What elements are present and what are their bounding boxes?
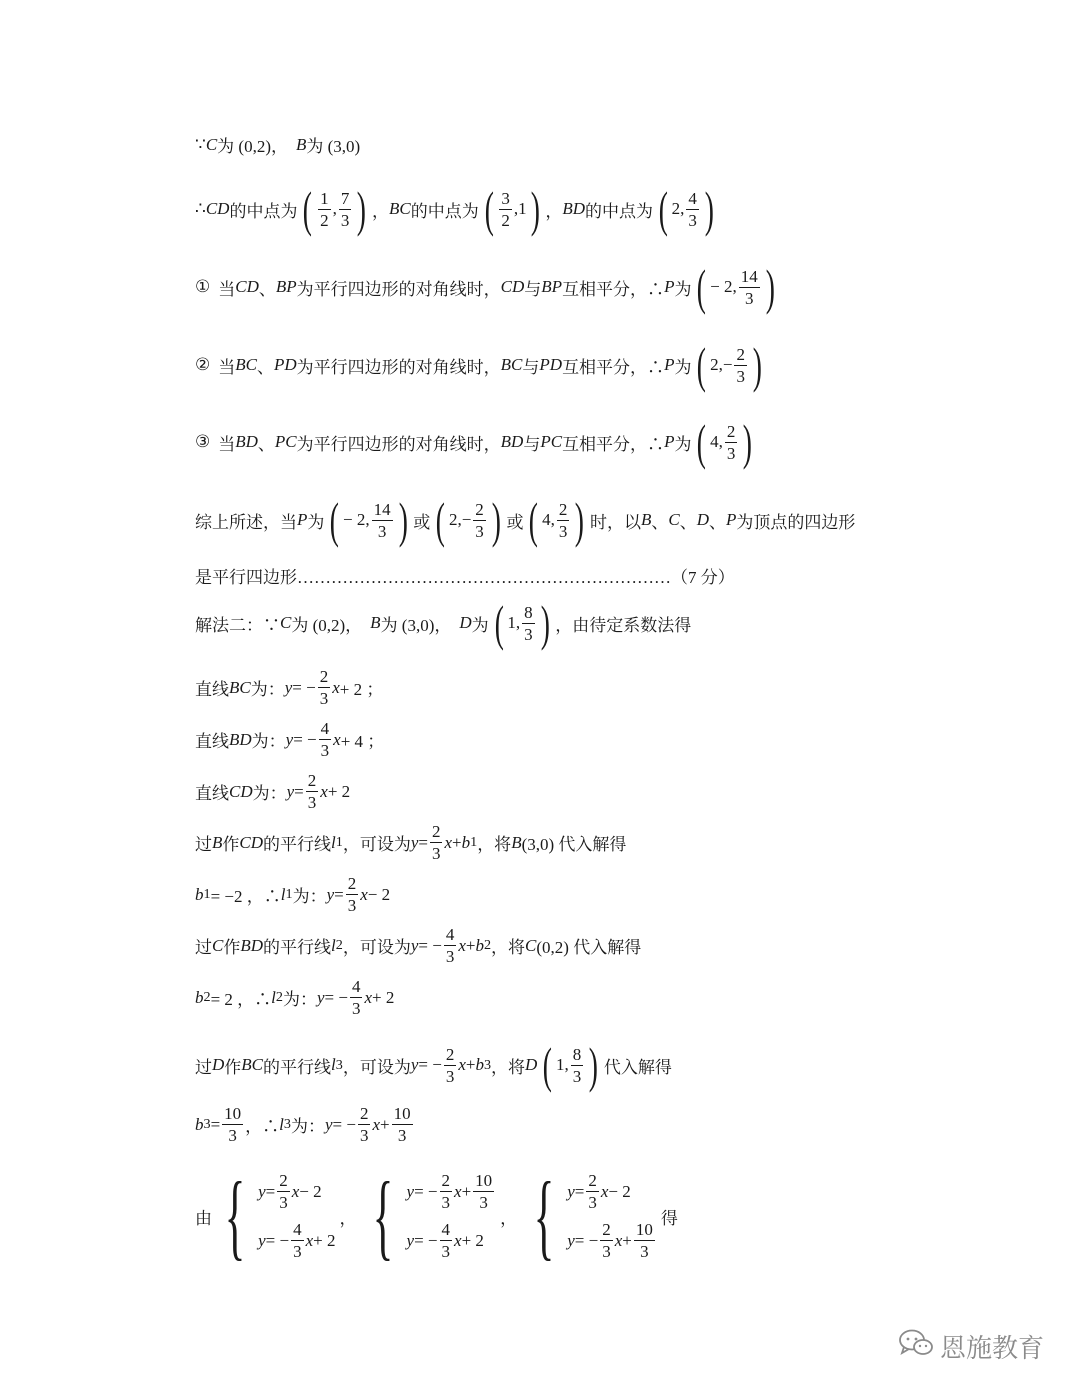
coordinate: ( − 2, $\frac{14}{3}$ ) bbox=[330, 492, 408, 548]
line-6: 综上所述，当 P 为 ( − 2, $\frac{14}{3}$ ) 或 ( 2,− $\frac{2}{3}$ ) 或 ( 4, $\frac{2}{3}$ ) 时，以 B 、 C 、 D 、 P 为顶点的四边形 bbox=[195, 492, 856, 548]
text: ， bbox=[372, 201, 390, 221]
watermark bbox=[898, 1328, 1044, 1365]
coordinate: ( $\frac{1}{2}$ , $\frac{7}{3}$ ) bbox=[303, 181, 367, 237]
line-10: 直线 BD 为： y = − $\frac{4}{3}$ x + 4 ； bbox=[195, 719, 385, 760]
fraction: $\frac{4}{3}$ bbox=[688, 188, 697, 230]
circled-number: ② bbox=[195, 355, 211, 374]
text: 为 (0,2)， bbox=[217, 137, 288, 156]
circled-number: ③ bbox=[195, 432, 211, 451]
circled-number: ① bbox=[195, 277, 211, 296]
coordinate: ( − 2, $\frac{14}{3}$ ) bbox=[697, 259, 775, 315]
line-15: b 2 = 2 ，∴ l 2 为： y = − $\frac{4}{3}$ x + 2 bbox=[195, 977, 395, 1018]
text: 的中点为 bbox=[410, 201, 479, 221]
var: BC bbox=[389, 199, 411, 218]
line-1 bbox=[195, 132, 360, 157]
fraction: $\frac{3}{2}$ bbox=[501, 188, 510, 230]
line-5: ③ 当 BD 、 PC 为平行四边形的对角线时， BD 与 PC 互相平分，∴ P 为 ( 4, $\frac{2}{3}$ ) bbox=[195, 417, 758, 467]
therefore-symbol: ∴ bbox=[195, 199, 206, 218]
coordinate: ( 2, $\frac{4}{3}$ ) bbox=[658, 181, 714, 237]
text: ， bbox=[545, 201, 563, 221]
fraction: $\frac{14}{3}$ bbox=[740, 266, 758, 308]
watermark-text: 恩施教育 bbox=[939, 1334, 1044, 1364]
fraction: $\frac{7}{3}$ bbox=[340, 188, 350, 230]
line-17: b 3 = $\frac{10}{3}$ ，∴ l 3 为： y = − $\frac{2}{3}$ x + $\frac{10}{3}$ bbox=[195, 1104, 411, 1145]
coordinate: ( 2,− $\frac{2}{3}$ ) bbox=[436, 492, 501, 548]
line-7 bbox=[195, 563, 735, 588]
line-16: 过 D 作 BC 的平行线 l 3 ，可设为 y = − $\frac{2}{3}$ x + b 3 ，将 D ( 1, $\frac{8}{3}$ ) 代入解得 bbox=[195, 1037, 672, 1093]
text: 得 bbox=[660, 1208, 678, 1228]
fraction: $\frac{2}{3}$ bbox=[736, 344, 745, 386]
text: 是平行四边形…………………………………………………………（7 分） bbox=[195, 568, 735, 587]
coordinate: ( 4, $\frac{2}{3}$ ) bbox=[697, 414, 753, 470]
coordinate: ( 1, $\frac{8}{3}$ ) bbox=[494, 595, 550, 651]
text: 为 (3,0) bbox=[306, 137, 361, 156]
coordinate: ( 4, $\frac{2}{3}$ ) bbox=[529, 492, 585, 548]
text: 由 bbox=[195, 1208, 212, 1228]
line-14: 过 C 作 BD 的平行线 l 2 ，可设为 y = − $\frac{4}{3}$ x + b 2 ，将 C (0,2) 代入解得 bbox=[195, 925, 642, 966]
fraction: $\frac{1}{2}$ bbox=[320, 188, 329, 230]
var: CD bbox=[205, 199, 230, 218]
line-11: 直线 CD 为： y = $\frac{2}{3}$ x + 2 bbox=[195, 771, 351, 812]
wechat-icon bbox=[898, 1328, 934, 1365]
line-9: 直线 BC 为： y = − $\frac{2}{3}$ x + 2 ； bbox=[195, 667, 384, 708]
line-2 bbox=[195, 181, 720, 237]
fraction: $\frac{2}{3}$ bbox=[726, 421, 736, 463]
line-8: 解法二：∵ C 为 (0,2)， B 为 (3,0)， D 为 ( 1, $\frac{8}{3}$ ) ，由待定系数法得 bbox=[195, 595, 692, 651]
var: C bbox=[205, 134, 218, 154]
line-3: ① 当 CD 、 BP 为平行四边形的对角线时， CD 与 BP 互相平分，∴ P 为 ( − 2, $\frac{14}{3}$ ) bbox=[195, 262, 780, 312]
coordinate: ( 1, $\frac{8}{3}$ ) bbox=[543, 1037, 599, 1093]
line-18: 由 { y = $\frac{2}{3}$ x − 2 y = − $\frac{4}{3}$ x + 2 ， { y = − $\frac{2}{3}$ x + $\frac{10}{3}$ y = − $\frac{4}{3}$ x + 2 ， { y = $\frac{2}{3}$ x − 2 y = − $\frac{2}{3}$ x + $\frac{10}{3}$ 得 bbox=[195, 1162, 678, 1269]
coordinate: ( 2,− $\frac{2}{3}$ ) bbox=[697, 337, 762, 393]
equation-system-1: { y = $\frac{2}{3}$ x − 2 y = − $\frac{4}{3}$ x + 2 bbox=[224, 1162, 336, 1269]
line-12: 过 B 作 CD 的平行线 l 1 ，可设为 y = $\frac{2}{3}$ x + b 1 ，将 B (3,0) 代入解得 bbox=[195, 822, 627, 863]
line-13: b 1 = −2 ，∴ l 1 为： y = $\frac{2}{3}$ x − 2 bbox=[195, 874, 391, 915]
text: 的中点为 bbox=[584, 201, 653, 221]
because-symbol: ∵ bbox=[195, 134, 206, 154]
line-4: ② 当 BC 、 PD 为平行四边形的对角线时， BC 与 PD 互相平分，∴ P 为 ( 2,− $\frac{2}{3}$ ) bbox=[195, 340, 768, 390]
text: 的中点为 bbox=[229, 201, 298, 221]
var: BD bbox=[562, 199, 585, 218]
equation-system-3: { y = $\frac{2}{3}$ x − 2 y = − $\frac{2}{3}$ x + $\frac{10}{3}$ bbox=[533, 1162, 653, 1269]
coordinate: ( $\frac{3}{2}$ ,1 ) bbox=[484, 181, 540, 237]
equation-system-2: { y = − $\frac{2}{3}$ x + $\frac{10}{3}$ y = − $\frac{4}{3}$ x + 2 bbox=[373, 1162, 493, 1269]
var: B bbox=[296, 134, 307, 154]
